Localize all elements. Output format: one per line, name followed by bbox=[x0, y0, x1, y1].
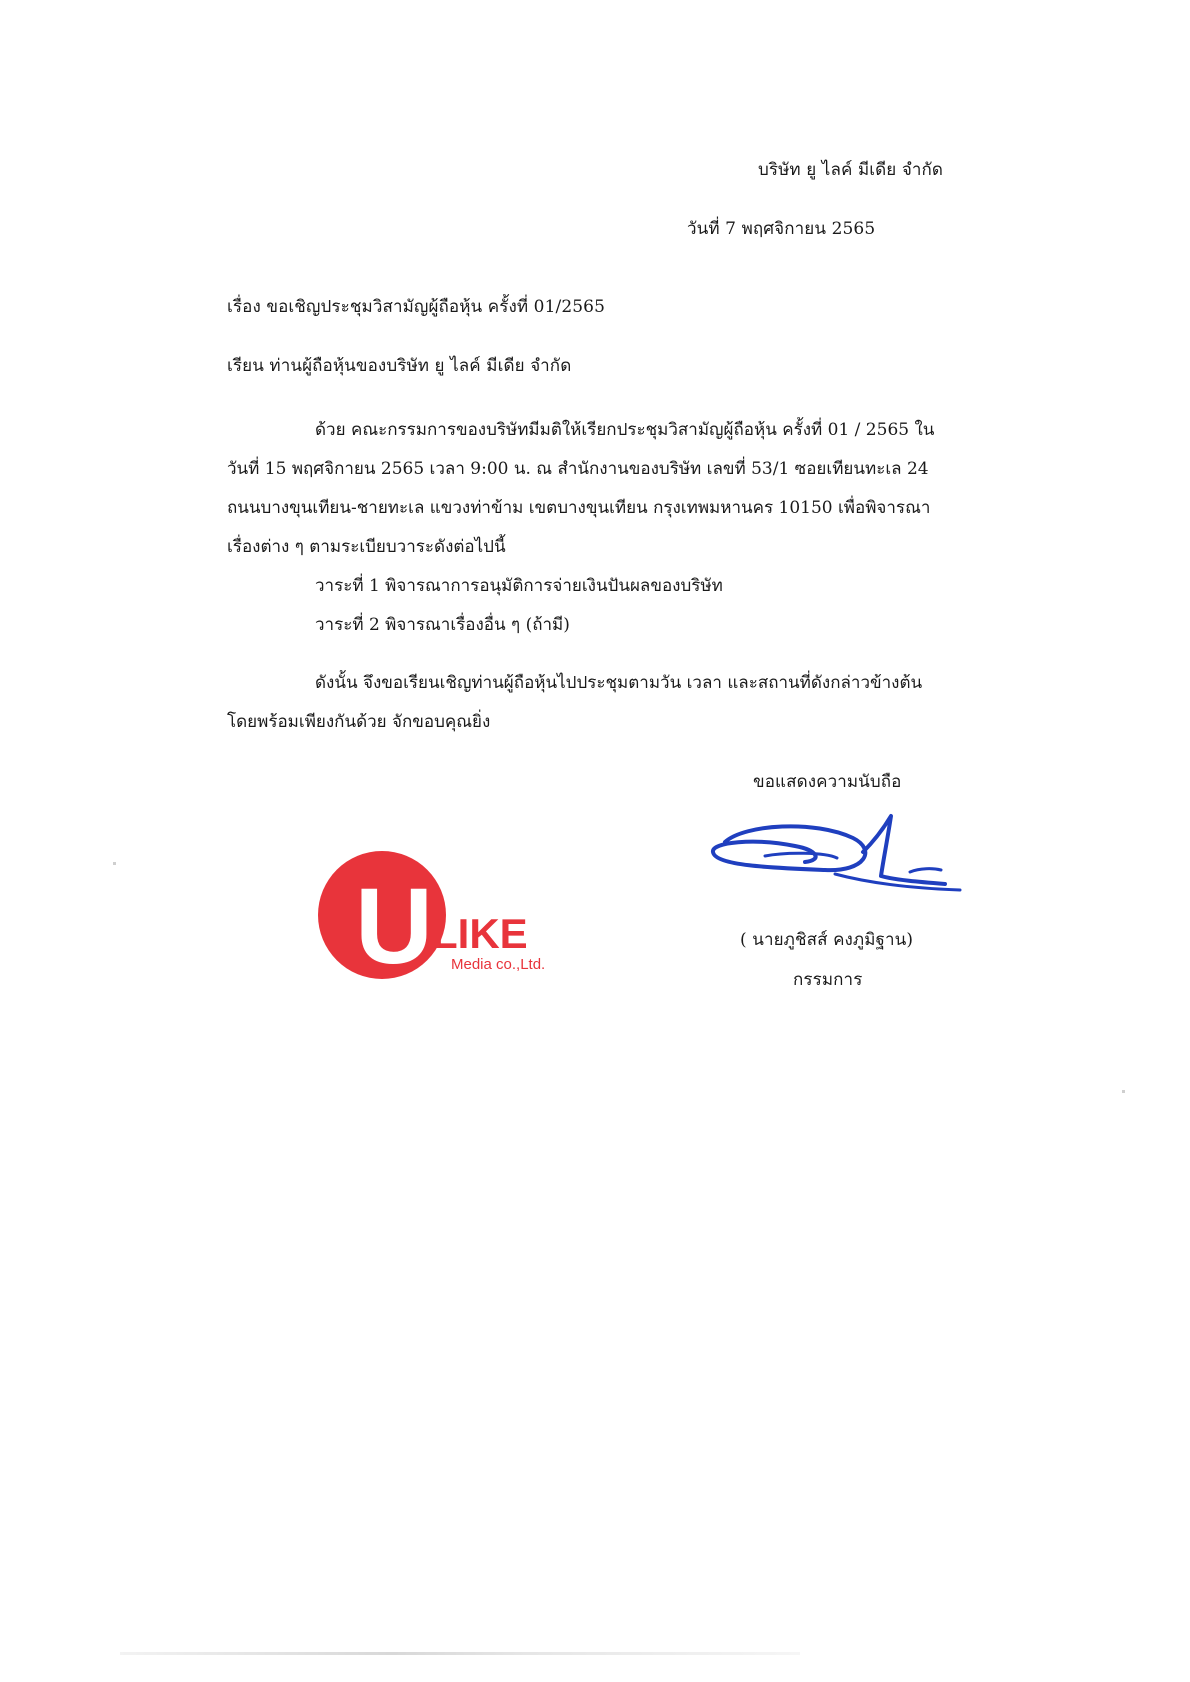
body-paragraph-2 bbox=[227, 664, 987, 742]
scan-artifact-dot bbox=[1122, 1090, 1125, 1093]
agenda-item: วาระที่ 1 พิจารณาการอนุมัติการจ่ายเงินปันผลของบริษัท bbox=[315, 576, 723, 596]
letter-recipient: เรียน ท่านผู้ถือหุ้นของบริษัท ยู ไลค์ มีเดีย จำกัด bbox=[227, 356, 572, 376]
signatory-name: ( นายภูชิสส์ คงภูมิฐาน) bbox=[740, 930, 914, 950]
signatory-title: กรรมการ bbox=[793, 970, 863, 990]
closing-salutation: ขอแสดงความนับถือ bbox=[753, 772, 902, 792]
company-logo bbox=[318, 845, 578, 985]
paragraph-line: โดยพร้อมเพียงกันด้วย จักขอบคุณยิ่ง bbox=[227, 712, 491, 732]
body-paragraph-1 bbox=[227, 411, 987, 567]
company-name-header: บริษัท ยู ไลค์ มีเดีย จำกัด bbox=[758, 160, 944, 180]
letter-subject: เรื่อง ขอเชิญประชุมวิสามัญผู้ถือหุ้น ครั้งที่ 01/2565 bbox=[227, 297, 606, 317]
scan-artifact-line bbox=[120, 1652, 800, 1655]
paragraph-line: วันที่ 15 พฤศจิกายน 2565 เวลา 9:00 น. ณ สำนักงานของบริษัท เลขที่ 53/1 ซอยเทียนทะเล 24 bbox=[227, 459, 929, 479]
paragraph-line: ดังนั้น จึงขอเรียนเชิญท่านผู้ถือหุ้นไปประชุมตามวัน เวลา และสถานที่ดังกล่าวข้างต้น bbox=[315, 673, 923, 693]
handwritten-signature bbox=[705, 812, 975, 912]
paragraph-line: ด้วย คณะกรรมการของบริษัทมีมติให้เรียกประชุมวิสามัญผู้ถือหุ้น ครั้งที่ 01 / 2565 ใน bbox=[315, 420, 935, 440]
agenda-item: วาระที่ 2 พิจารณาเรื่องอื่น ๆ (ถ้ามี) bbox=[315, 615, 570, 635]
paragraph-line: เรื่องต่าง ๆ ตามระเบียบวาระดังต่อไปนี้ bbox=[227, 537, 506, 557]
logo-tagline: Media co.,Ltd. bbox=[451, 956, 546, 973]
logo-wordmark: LIKE bbox=[432, 910, 528, 957]
scan-artifact-dot bbox=[113, 862, 116, 865]
letter-date: วันที่ 7 พฤศจิกายน 2565 bbox=[687, 219, 876, 239]
agenda-list bbox=[227, 567, 987, 645]
logo-letter-u: U bbox=[355, 865, 433, 985]
paragraph-line: ถนนบางขุนเทียน-ชายทะเล แขวงท่าข้าม เขตบางขุนเทียน กรุงเทพมหานคร 10150 เพื่อพิจารณา bbox=[227, 498, 931, 518]
